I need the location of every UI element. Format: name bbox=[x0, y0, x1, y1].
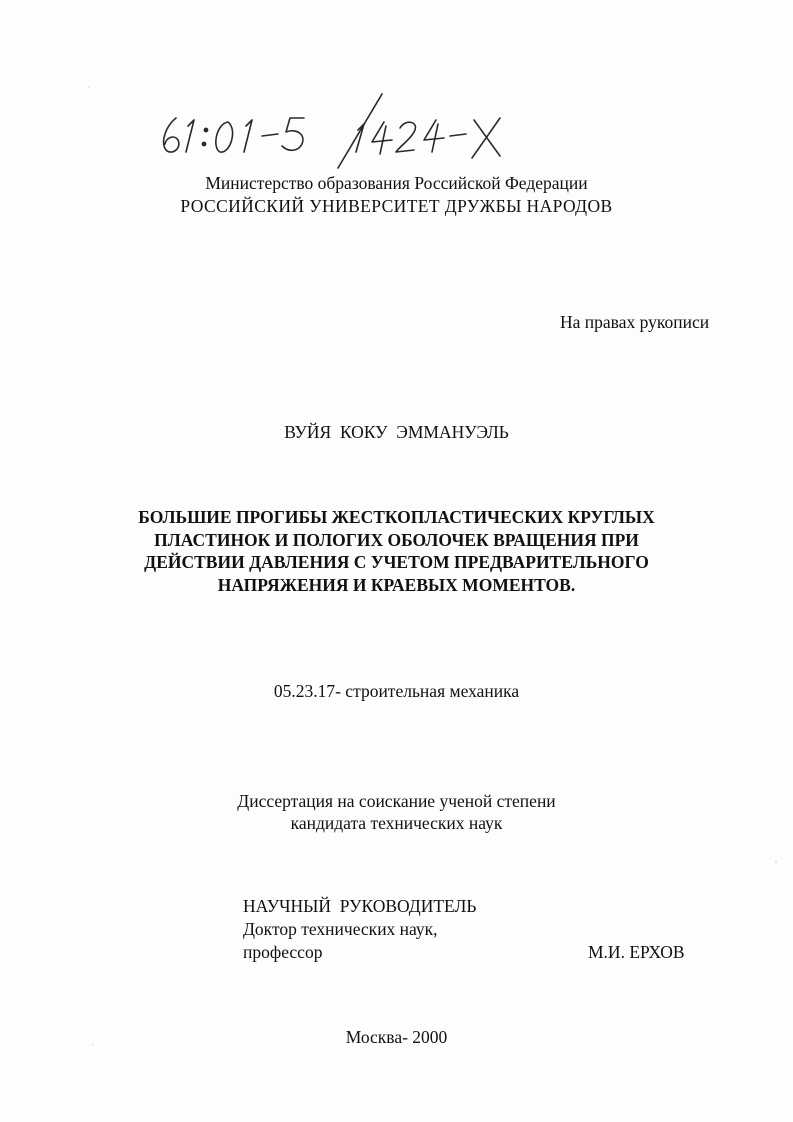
handwritten-archive-code-drawing bbox=[150, 90, 530, 170]
scan-speck bbox=[775, 860, 777, 863]
dissertation-title bbox=[0, 506, 793, 596]
degree-line-2: кандидата технических наук bbox=[290, 813, 503, 833]
manuscript-rights: На правах рукописи bbox=[560, 312, 710, 332]
scan-speck bbox=[92, 1044, 94, 1046]
author-name: ВУЙЯ КОКУ ЭММАНУЭЛЬ bbox=[284, 422, 509, 442]
scan-speck bbox=[88, 86, 90, 88]
supervisor-name: М.И. ЕРХОВ bbox=[588, 942, 685, 962]
title-line: ДЕЙСТВИИ ДАВЛЕНИЯ С УЧЕТОМ ПРЕДВАРИТЕЛЬНОГО bbox=[144, 552, 649, 572]
specialty-code: 05.23.17- строительная механика bbox=[273, 681, 520, 701]
supervisor-rank: профессор bbox=[243, 942, 323, 962]
title-line: ПЛАСТИНОК И ПОЛОГИХ ОБОЛОЧЕК ВРАЩЕНИЯ ПРИ bbox=[154, 529, 639, 550]
degree-line-1: Диссертация на соискание ученой степени bbox=[237, 791, 556, 811]
handwritten-archive-code bbox=[150, 90, 530, 170]
ministry-line: Министерство образования Российской Федерации bbox=[205, 173, 588, 193]
title-line: НАПРЯЖЕНИЯ И КРАЕВЫХ МОМЕНТОВ. bbox=[217, 574, 576, 595]
university-name: РОССИЙСКИЙ УНИВЕРСИТЕТ ДРУЖБЫ НАРОДОВ bbox=[180, 196, 613, 216]
city-year: Москва- 2000 bbox=[345, 1027, 448, 1047]
supervisor-heading: НАУЧНЫЙ РУКОВОДИТЕЛЬ bbox=[243, 896, 477, 916]
title-line: БОЛЬШИЕ ПРОГИБЫ ЖЕСТКОПЛАСТИЧЕСКИХ КРУГЛЫХ bbox=[138, 507, 655, 527]
supervisor-degree: Доктор технических наук, bbox=[243, 919, 438, 939]
